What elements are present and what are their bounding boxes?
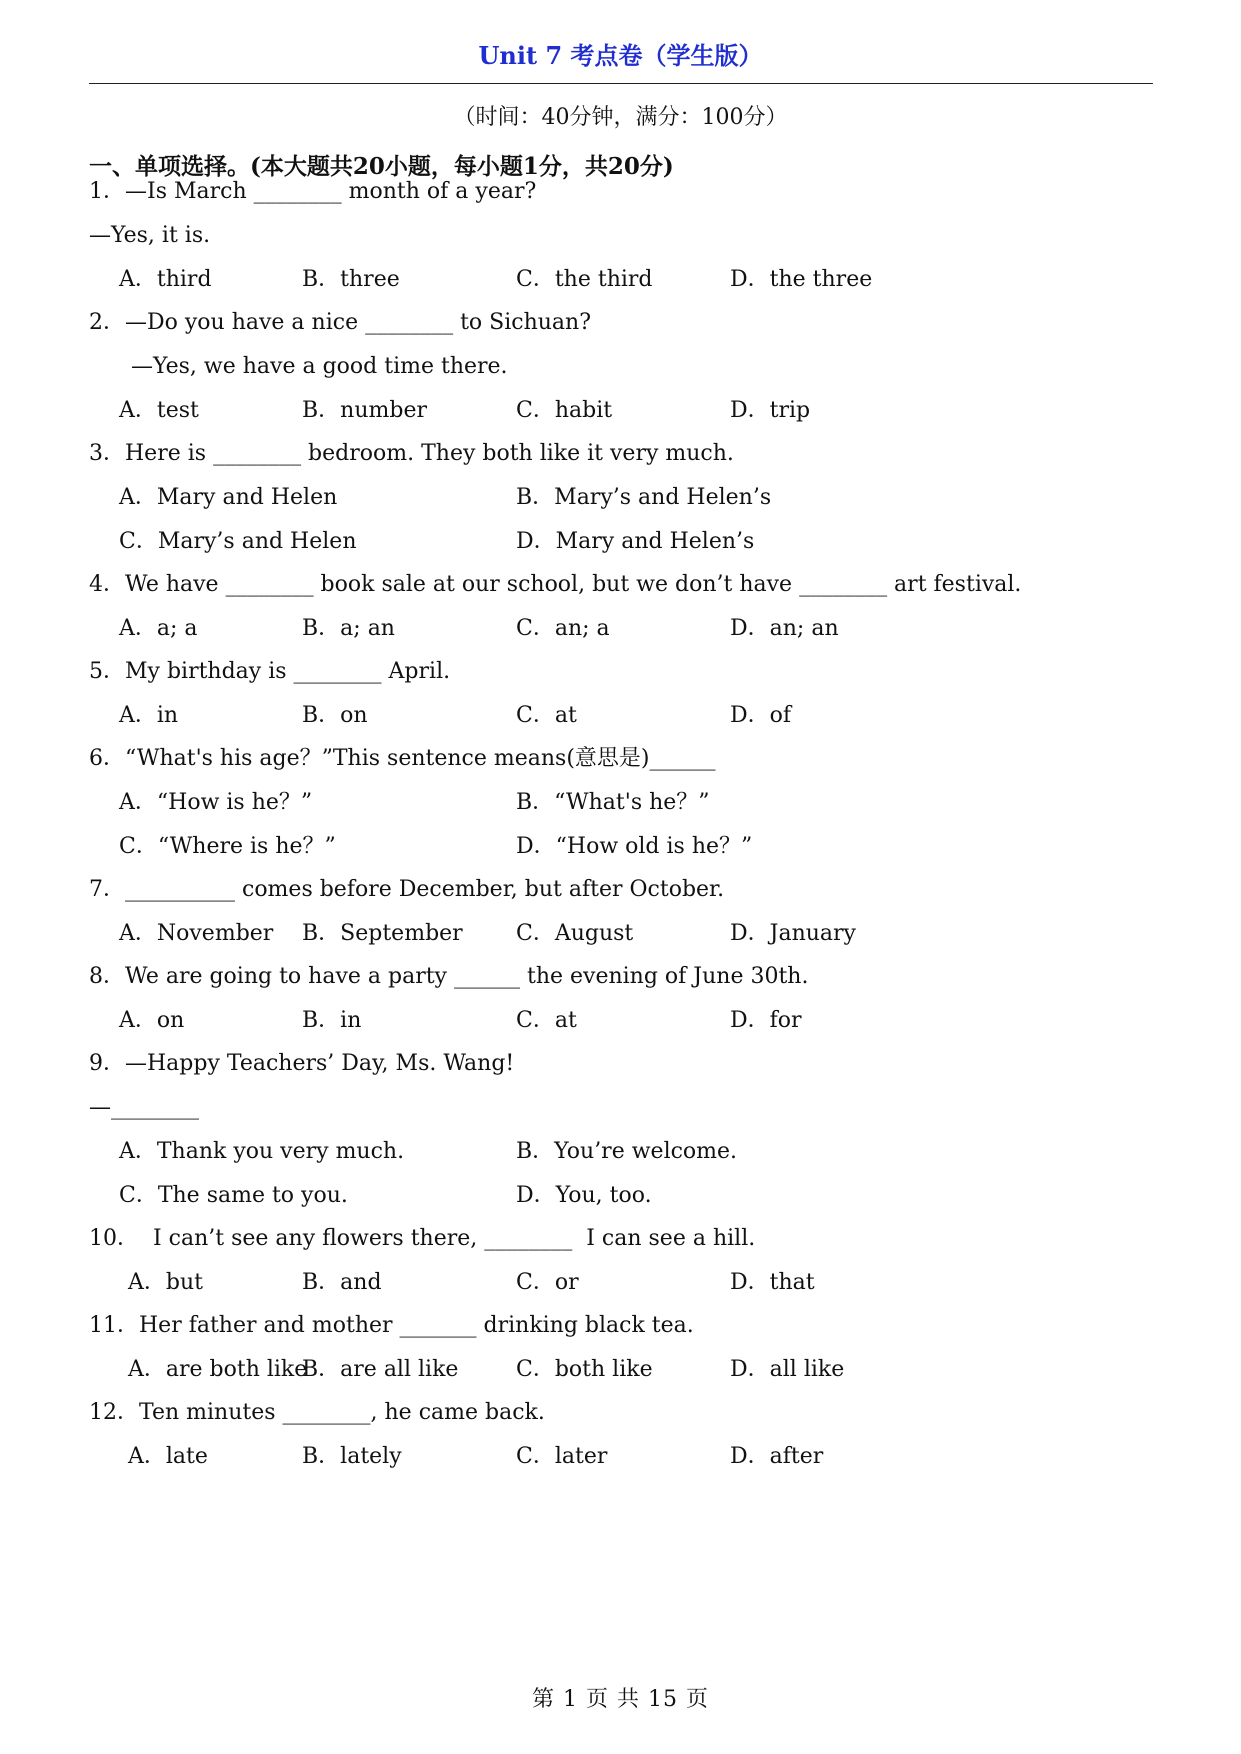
answer-option[interactable]: A．are both like: [128, 1357, 308, 1382]
stem-text: 7．: [89, 877, 125, 902]
answer-option[interactable]: C．at: [516, 1008, 577, 1033]
question-stem: [89, 177, 536, 207]
question-stem: [89, 308, 591, 338]
answer-option[interactable]: B．a; an: [302, 616, 395, 641]
page-title: Unit 7 考点卷（学生版）: [478, 41, 763, 70]
question-stem: [89, 570, 1021, 600]
stem-text: April.: [381, 659, 451, 684]
answer-option[interactable]: C．“Where is he？”: [119, 834, 336, 859]
question-stem: [89, 439, 734, 469]
question-stem: [89, 1311, 694, 1341]
question-stem: [89, 657, 450, 687]
answer-option[interactable]: D．January: [730, 921, 856, 946]
answer-option[interactable]: D．“How old is he？”: [516, 834, 753, 859]
question-stem: [89, 875, 724, 905]
answer-option[interactable]: B．are all like: [302, 1357, 459, 1382]
exam-meta: （时间：40分钟，满分：100分）: [453, 105, 788, 130]
dialogue-line: —Yes, we have a good time there.: [131, 354, 508, 379]
question-stem: [89, 744, 716, 774]
answer-option[interactable]: A．third: [119, 267, 212, 292]
answer-option[interactable]: C．or: [516, 1270, 579, 1295]
stem-text: 8．We are going to have a party: [89, 964, 454, 989]
answer-option[interactable]: A．a; a: [119, 616, 198, 641]
answer-blank: ________: [253, 179, 342, 204]
stem-text: , he came back.: [370, 1400, 545, 1425]
answer-option[interactable]: B．in: [302, 1008, 362, 1033]
answer-option[interactable]: D．of: [730, 703, 792, 728]
answer-option[interactable]: A．Mary and Helen: [119, 485, 338, 510]
section-heading: 一、单项选择。(本大题共20小题，每小题1分，共20分): [89, 153, 674, 180]
stem-text: to Sichuan?: [453, 310, 592, 335]
answer-option[interactable]: A．but: [128, 1270, 203, 1295]
stem-text: book sale at our school, but we don’t have: [313, 572, 800, 597]
answer-blank: ________: [484, 1226, 573, 1251]
answer-option[interactable]: D．after: [730, 1444, 824, 1469]
answer-blank: ________: [282, 1400, 371, 1425]
dialogue-line: [89, 1093, 199, 1123]
stem-text: 3．Here is: [89, 441, 214, 466]
answer-option[interactable]: A．November: [119, 921, 274, 946]
answer-option[interactable]: B．three: [302, 267, 400, 292]
stem-text: —: [89, 1095, 111, 1120]
answer-option[interactable]: C．later: [516, 1444, 608, 1469]
stem-text: 9．—Happy Teachers’ Day, Ms. Wang!: [89, 1051, 515, 1076]
answer-blank: __________: [125, 877, 235, 902]
answer-option[interactable]: A．late: [128, 1444, 208, 1469]
answer-option[interactable]: D．the three: [730, 267, 873, 292]
answer-option[interactable]: D．for: [730, 1008, 802, 1033]
stem-text: the evening of June 30th.: [519, 964, 809, 989]
stem-text: I can see a hill.: [572, 1226, 756, 1251]
answer-option[interactable]: A．Thank you very much.: [119, 1139, 405, 1164]
answer-blank: ________: [225, 572, 314, 597]
stem-text: 1．—Is March: [89, 179, 254, 204]
header-divider: [89, 83, 1153, 84]
answer-option[interactable]: B．lately: [302, 1444, 402, 1469]
answer-option[interactable]: D．You, too.: [516, 1183, 652, 1208]
stem-text: 4．We have: [89, 572, 226, 597]
dialogue-line: —Yes, it is.: [89, 223, 211, 248]
answer-option[interactable]: B．on: [302, 703, 368, 728]
question-stem: [89, 962, 808, 992]
stem-text: 12．Ten minutes: [89, 1400, 283, 1425]
answer-option[interactable]: D．an; an: [730, 616, 839, 641]
answer-option[interactable]: B．“What's he？”: [516, 790, 710, 815]
answer-option[interactable]: A．on: [119, 1008, 185, 1033]
answer-option[interactable]: D．all like: [730, 1357, 845, 1382]
stem-text: bedroom. They both like it very much.: [301, 441, 734, 466]
answer-option[interactable]: B．Mary’s and Helen’s: [516, 485, 772, 510]
question-stem: [89, 1398, 545, 1428]
answer-blank: ______: [453, 964, 520, 989]
stem-text: comes before December, but after October.: [235, 877, 725, 902]
stem-text: 6．“What's his age？”This sentence means(意思是): [89, 746, 650, 771]
answer-blank: ________: [111, 1095, 199, 1120]
answer-option[interactable]: D．trip: [730, 398, 811, 423]
stem-text: 11．Her father and mother: [89, 1313, 400, 1338]
answer-blank: ________: [799, 572, 888, 597]
answer-option[interactable]: A．test: [119, 398, 199, 423]
answer-option[interactable]: D．Mary and Helen’s: [516, 529, 755, 554]
answer-option[interactable]: D．that: [730, 1270, 815, 1295]
answer-option[interactable]: B．September: [302, 921, 463, 946]
answer-option[interactable]: B．number: [302, 398, 427, 423]
answer-blank: ________: [365, 310, 454, 335]
answer-option[interactable]: C．an; a: [516, 616, 610, 641]
answer-option[interactable]: B．You’re welcome.: [516, 1139, 738, 1164]
answer-option[interactable]: C．at: [516, 703, 577, 728]
stem-text: 2．—Do you have a nice: [89, 310, 366, 335]
answer-option[interactable]: A．in: [119, 703, 179, 728]
question-stem: [89, 1049, 514, 1079]
question-stem: [89, 1224, 755, 1254]
answer-option[interactable]: C．both like: [516, 1357, 653, 1382]
stem-text: art festival.: [887, 572, 1022, 597]
stem-text: drinking black tea.: [476, 1313, 694, 1338]
answer-option[interactable]: C．the third: [516, 267, 653, 292]
stem-text: 10． I can’t see any flowers there,: [89, 1226, 485, 1251]
answer-blank: _______: [399, 1313, 477, 1338]
answer-option[interactable]: C．August: [516, 921, 634, 946]
answer-option[interactable]: C．The same to you.: [119, 1183, 348, 1208]
page-number: 第 1 页 共 15 页: [532, 1687, 709, 1712]
stem-text: 5．My birthday is: [89, 659, 294, 684]
stem-text: month of a year?: [341, 179, 537, 204]
answer-option[interactable]: A．“How is he？”: [119, 790, 313, 815]
answer-option[interactable]: C．Mary’s and Helen: [119, 529, 357, 554]
answer-blank: ______: [649, 746, 716, 771]
answer-blank: ________: [293, 659, 382, 684]
answer-option[interactable]: B．and: [302, 1270, 382, 1295]
answer-option[interactable]: C．habit: [516, 398, 613, 423]
answer-blank: ________: [213, 441, 302, 466]
